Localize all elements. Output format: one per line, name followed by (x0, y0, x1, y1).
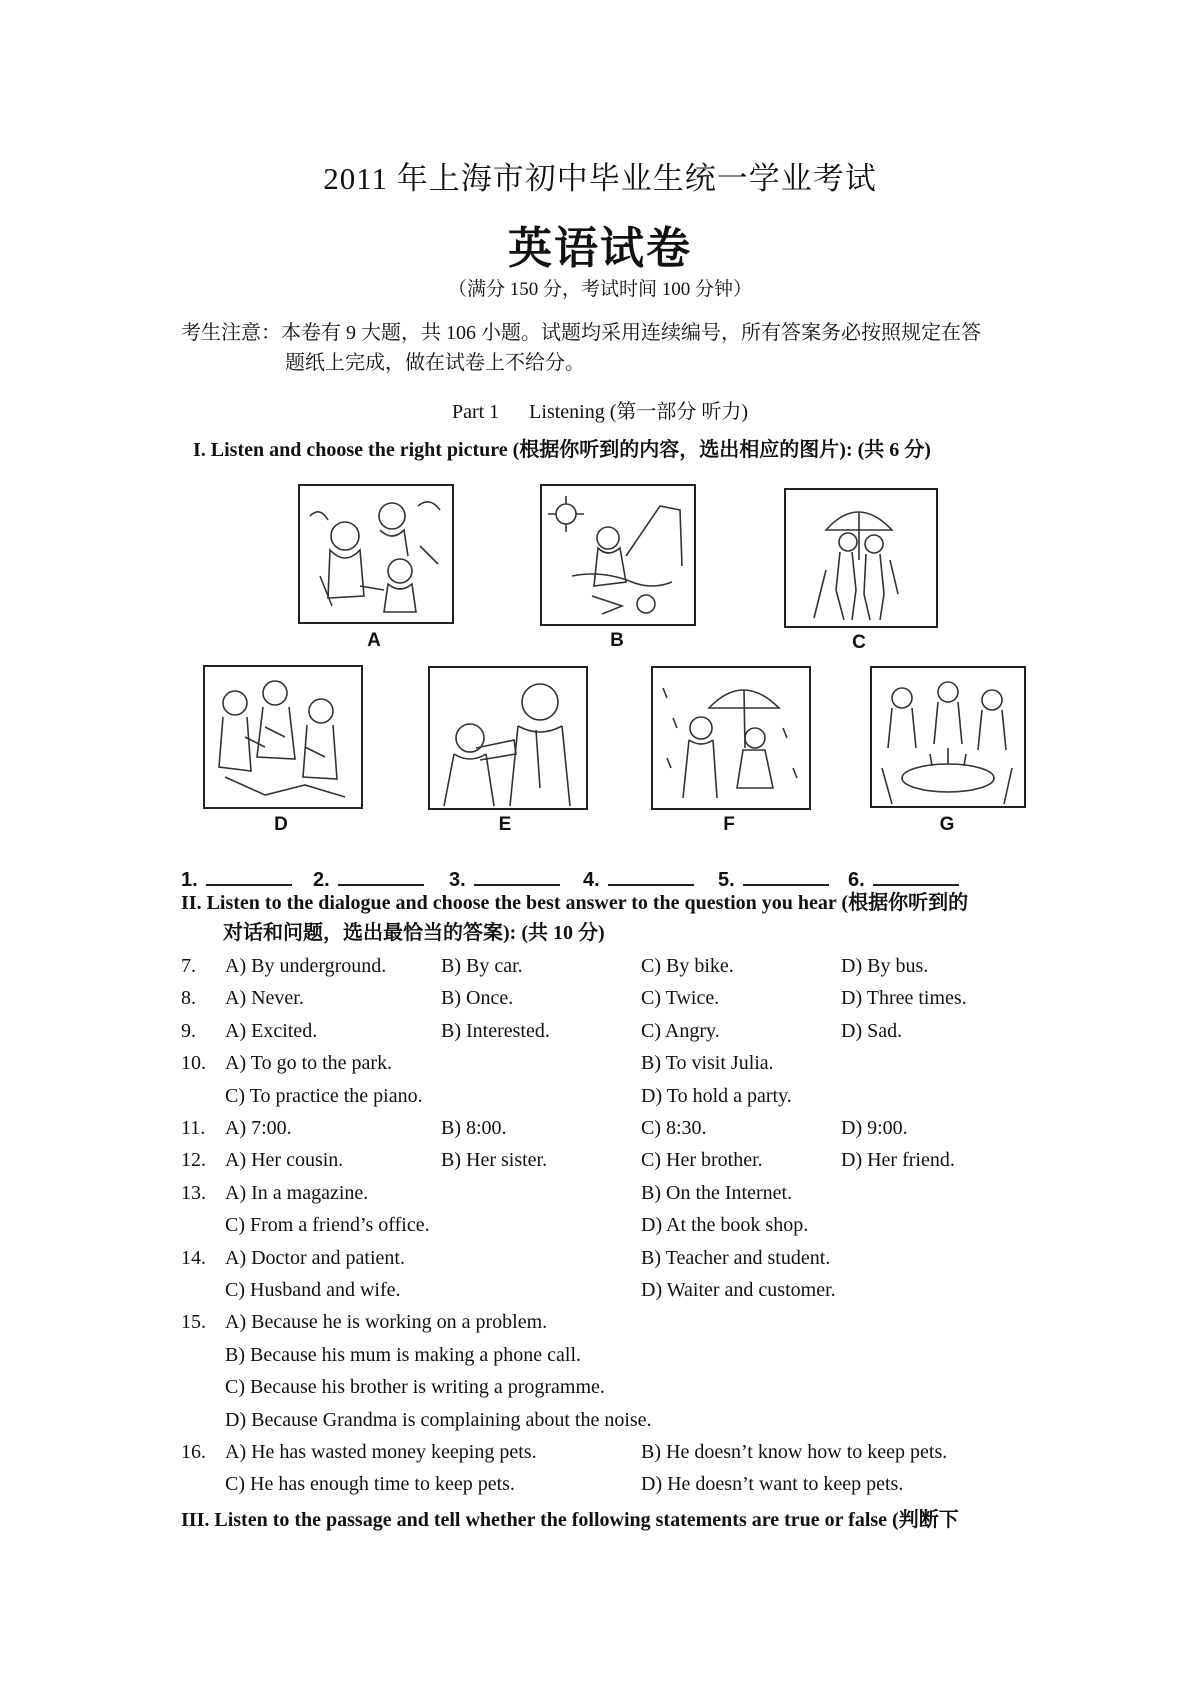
answer-option[interactable]: B) Once. (441, 987, 514, 1010)
answer-option[interactable]: C) Because his brother is writing a programme. (225, 1376, 605, 1399)
picture-label-d: D (274, 814, 288, 835)
question-number: 16. (181, 1441, 206, 1463)
picture-b (540, 484, 696, 626)
picture-d (203, 665, 363, 809)
question-number: 7. (181, 955, 196, 977)
answer-option[interactable]: A) To go to the park. (225, 1052, 393, 1075)
answer-option[interactable]: C) Her brother. (641, 1149, 763, 1172)
answer-option[interactable]: A) 7:00. (225, 1117, 292, 1139)
paper-title: 英语试卷 (508, 224, 692, 273)
question-number: 15. (181, 1311, 206, 1334)
picture-label-e: E (498, 814, 512, 835)
answer-option[interactable]: C) To practice the piano. (225, 1084, 423, 1107)
answer-option[interactable]: B) Teacher and student. (641, 1246, 831, 1269)
part-name: Listening (第一部分 听力) (529, 401, 749, 423)
picture-c-drawing (786, 490, 936, 626)
picture-label-c: C (852, 632, 866, 653)
question-number: 13. (181, 1181, 206, 1204)
picture-g-drawing (872, 668, 1024, 806)
answer-option[interactable]: B) To visit Julia. (641, 1052, 774, 1075)
picture-label-a: A (367, 630, 381, 651)
picture-d-drawing (205, 667, 361, 807)
answer-blank-4[interactable]: 4. (583, 866, 694, 892)
question-number: 12. (181, 1149, 206, 1172)
answer-option[interactable]: B) Because his mum is making a phone call. (225, 1343, 582, 1366)
exam-notice (181, 318, 1026, 378)
answer-option[interactable]: D) Sad. (841, 1019, 903, 1042)
section-2-heading-line-1: II. Listen to the dialogue and choose the best answer to the question you hear (根据你听到的 (181, 892, 969, 914)
answer-option[interactable]: A) By underground. (225, 955, 387, 977)
answer-option[interactable]: A) He has wasted money keeping pets. (225, 1441, 537, 1463)
answer-option[interactable]: A) Because he is working on a problem. (225, 1311, 548, 1334)
picture-e-drawing (430, 668, 586, 808)
answer-blank-6[interactable]: 6. (848, 866, 959, 892)
answer-blank-1[interactable]: 1. (181, 866, 292, 892)
answer-option[interactable]: D) Three times. (841, 987, 967, 1010)
question-number: 9. (181, 1019, 196, 1042)
answer-option[interactable]: A) Excited. (225, 1019, 318, 1042)
answer-option[interactable]: B) Her sister. (441, 1149, 548, 1172)
answer-option[interactable]: C) Angry. (641, 1019, 720, 1042)
exam-subtitle: （满分 150 分，考试时间 100 分钟） (447, 279, 752, 300)
picture-g (870, 666, 1026, 808)
picture-f-drawing (653, 668, 809, 808)
picture-a (298, 484, 454, 624)
section-3-heading: III. Listen to the passage and tell whether the following statements are true or false (判断下 (181, 1509, 959, 1531)
answer-option[interactable]: C) Husband and wife. (225, 1279, 401, 1301)
question-number: 11. (181, 1117, 206, 1139)
answer-option[interactable]: D) 9:00. (841, 1117, 908, 1139)
answer-blank-2[interactable]: 2. (313, 866, 424, 892)
answer-option[interactable]: D) To hold a party. (641, 1084, 792, 1107)
answer-option[interactable]: A) Never. (225, 987, 304, 1010)
exam-title: 2011 年上海市初中毕业生统一学业考试 (323, 161, 877, 196)
picture-label-f: F (723, 814, 735, 835)
part-label: Part 1 (451, 401, 500, 423)
answer-option[interactable]: C) He has enough time to keep pets. (225, 1473, 515, 1496)
part-heading (0, 395, 1200, 424)
answer-option[interactable]: A) Doctor and patient. (225, 1246, 405, 1269)
picture-label-g: G (939, 814, 955, 835)
question-number: 10. (181, 1052, 206, 1075)
answer-option[interactable]: B) Interested. (441, 1019, 550, 1042)
answer-option[interactable]: B) 8:00. (441, 1117, 507, 1139)
question-number: 8. (181, 987, 196, 1010)
answer-option[interactable]: B) He doesn’t know how to keep pets. (641, 1441, 948, 1463)
section-1-heading: I. Listen and choose the right picture (根据你听到的内容，选出相应的图片): (共 6 分) (193, 439, 931, 461)
answer-option[interactable]: C) 8:30. (641, 1117, 707, 1139)
answer-option[interactable]: D) Her friend. (841, 1149, 955, 1172)
picture-e (428, 666, 588, 810)
answer-option[interactable]: A) In a magazine. (225, 1181, 369, 1204)
picture-b-drawing (542, 486, 694, 624)
answer-option[interactable]: D) He doesn’t want to keep pets. (641, 1473, 904, 1496)
answer-option[interactable]: B) By car. (441, 955, 523, 977)
section-2-heading (181, 888, 1026, 948)
answer-blank-5[interactable]: 5. (718, 866, 829, 892)
answer-option[interactable]: B) On the Internet. (641, 1181, 793, 1204)
answer-option[interactable]: D) At the book shop. (641, 1214, 809, 1237)
notice-line-2: 题纸上完成，做在试卷上不给分。 (285, 352, 585, 374)
answer-option[interactable]: D) By bus. (841, 955, 929, 977)
picture-c (784, 488, 938, 628)
section-2-heading-line-2: 对话和问题，选出最恰当的答案): (共 10 分) (223, 922, 605, 944)
picture-label-b: B (610, 630, 624, 651)
answer-option[interactable]: C) By bike. (641, 955, 734, 977)
answer-option[interactable]: C) From a friend’s office. (225, 1214, 430, 1237)
answer-option[interactable]: D) Because Grandma is complaining about the noise. (225, 1408, 652, 1431)
answer-option[interactable]: C) Twice. (641, 987, 720, 1010)
question-number: 14. (181, 1246, 206, 1269)
answer-blank-3[interactable]: 3. (449, 866, 560, 892)
notice-line-1: 考生注意：本卷有 9 大题，共 106 小题。试题均采用连续编号，所有答案务必按照规定在答 (181, 322, 981, 344)
picture-a-drawing (300, 486, 452, 622)
picture-f (651, 666, 811, 810)
answer-option[interactable]: D) Waiter and customer. (641, 1279, 836, 1301)
answer-option[interactable]: A) Her cousin. (225, 1149, 344, 1172)
